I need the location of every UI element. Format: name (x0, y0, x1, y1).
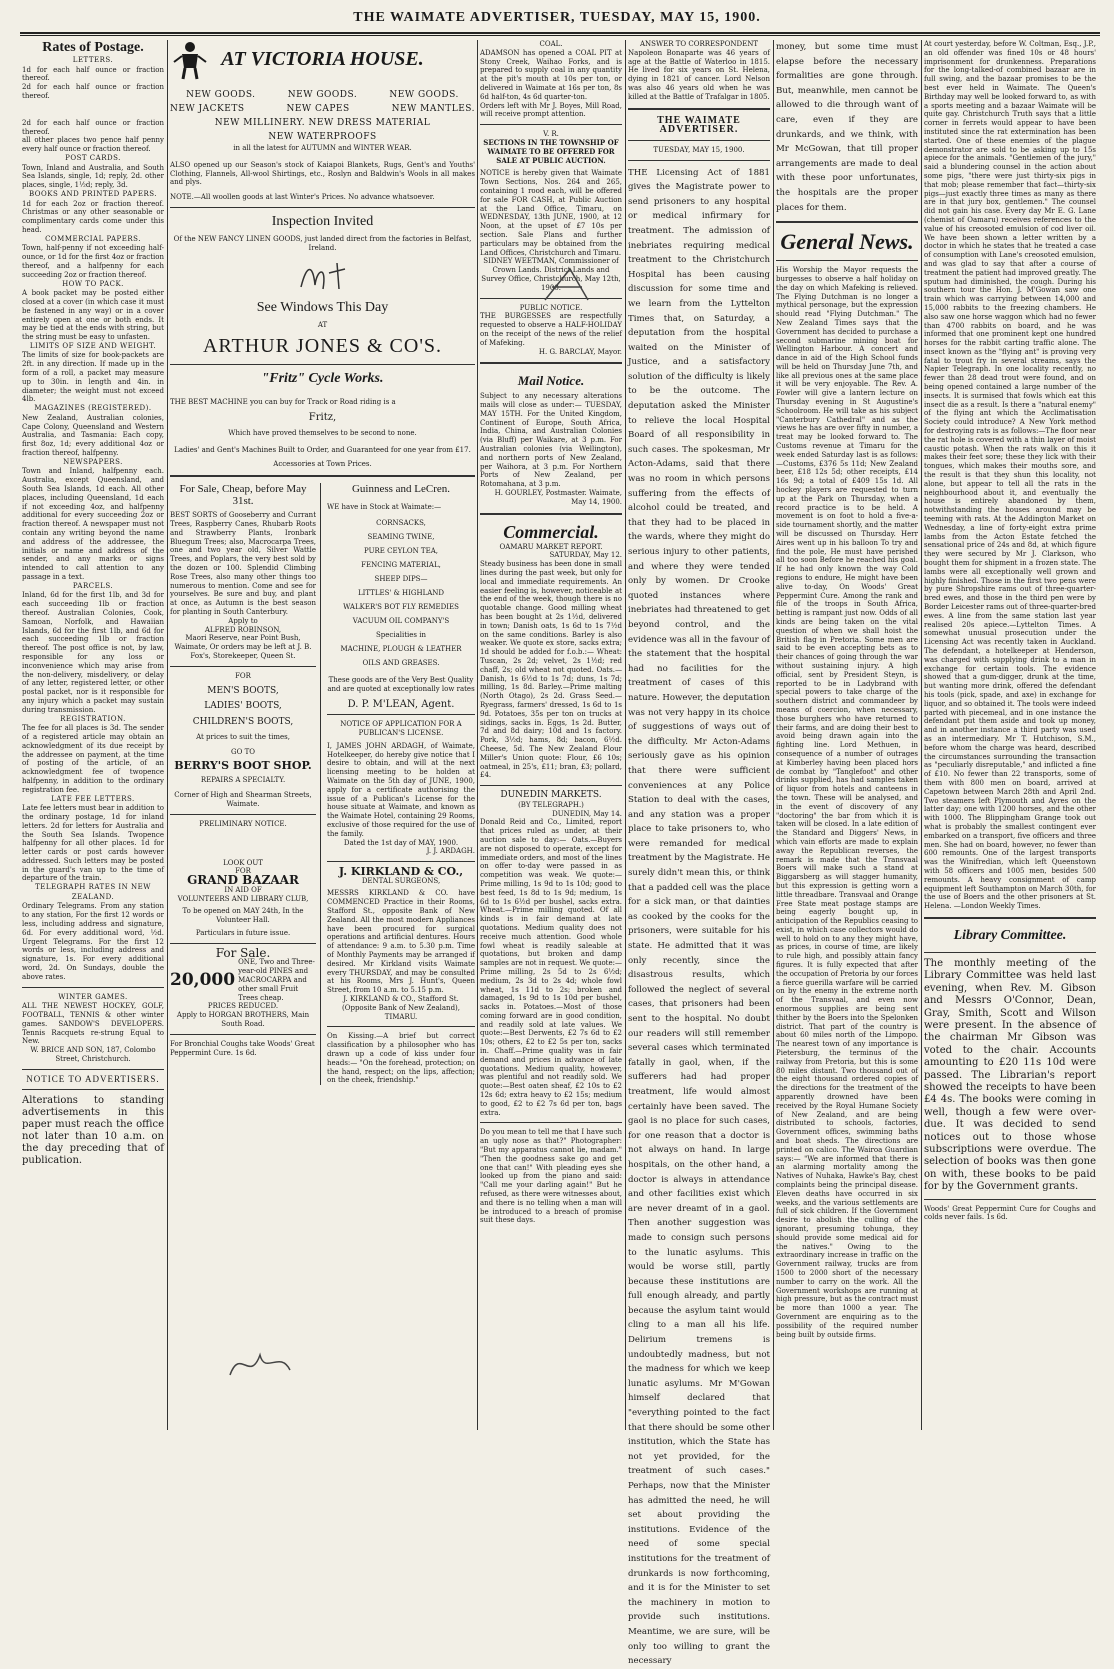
woollen-note: NOTE.—All woollen goods at last Winter's Prices. No advance whatsoever. (170, 193, 435, 202)
paper-title: THE WAIMATE ADVERTISER. (657, 114, 741, 136)
look-out: LOOK OUT (223, 858, 263, 867)
other-places: all other places two pence half penny every half ounce or fraction thereof. (22, 136, 164, 154)
ladies-boots: LADIES' BOOTS, (204, 701, 282, 712)
repairs-specialty: REPAIRS A SPECIALTY. (200, 776, 286, 785)
oamaru-head: OAMARU MARKET REPORT. (499, 542, 603, 551)
column-divider (625, 40, 626, 1430)
guinness-item: Specialities in (376, 630, 426, 639)
new-goods-2: NEW GOODS. (287, 90, 358, 100)
horgan-brothers: Apply to HORGAN BROTHERS, Main South Road. (176, 1011, 310, 1028)
twenty-thousand-ad (170, 958, 316, 1002)
in-aid-of: IN AID OF (224, 885, 262, 894)
guinness-item: LITTLES' & HIGHLAND (357, 588, 445, 597)
public-notice-head: PUBLIC NOTICE. (519, 303, 583, 312)
new-mantles: NEW MANTLES. (391, 104, 475, 114)
fritz-cycle-works: "Fritz" Cycle Works. (261, 371, 384, 387)
kirkland-body: MESSRS KIRKLAND & CO. have COMMENCED Practice in their Rooms, Stafford St., opposite Bank of New Zealand. All the most modern Appliances have been procured for surgical operations and artificial dentures. Hours of attendance: 9 a.m. to 5.30 p.m. Time of Monthly Payments may be arranged if desired. Mr Kirkland visits Waimate every THURSDAY, and may be consulted at his Rooms, Mrs J. Hunt's, Queen Street, from 10 a.m. to 5.15 p.m. (327, 889, 475, 995)
grand-bazaar: GRAND BAZAAR (187, 873, 299, 888)
apply-to: Apply to (228, 616, 258, 625)
commercial-papers-rate: Town, half-penny if not exceeding half-ounce, or 1d for the first 4oz or fraction thereof, and a halfpenny for each succeeding 2oz or fraction thereof. (22, 244, 164, 279)
left-ads (170, 483, 321, 1085)
column-notices (480, 40, 622, 1430)
oamaru-body: Steady business has been done in small lines during the past week, but only for local and immediate requirements. An easier feeling is, however, noticeable at the end of the week, though there is no quotable change. Good milling wheat has been bought at 2s 1½d, delivered in town; Danish oats, 1s 6d to 1s 7½d on the same conditions. Barley is also weaker. We quote ex store, sacks extra; 1d should be added for f.o.b.:— Wheat: Tuscan, 2s 2d; velvet, 2s 1½d; red chaff, 2s; old wheat not quoted. Oats.—Danish, 1s 6½d to 1s 7d; duns, 1s 7d; milling, 1s 8d. Barley.—Prime malting (North Otago), 2s 2d. Grass Seed.—Ryegrass, farmers' dressed, 1s 6d to 1s 9d. Potatoes, 35s per ton on trucks at sidings, sacks in. Eggs, 1s 2d. Butter, 7d and 8d dairy; 10d and 1s factory. Pork, 3½d; hams, 8d; bacon, 6½d. Cheese, 5d. The New Zealand Flour Miller's Union quote: Flour, £6 10s; oatmeal, in 25's, £11; bran, £3; pollard, £4. (480, 560, 622, 780)
column-editorial (628, 40, 770, 1667)
dunedin-head: DUNEDIN MARKETS. (500, 790, 602, 801)
general-news-head: General News. (780, 229, 914, 255)
registration: The fee for all places is 3d. The sender of a registered article may obtain an acknowledgment of its due receipt by the addressee on payment, at the time of posting of the article, of an acknowledgment fee of twopence halfpenny, in addition to the ordinary registration fee. (22, 724, 164, 794)
arthur-jones: ARTHUR JONES & CO'S. (202, 335, 443, 358)
coal-orders: Orders left with Mr J. Boyes, Mill Road, will receive prompt attention. (480, 101, 622, 119)
mail-notice-signature: H. GOURLEY, Postmaster. Waimate, May 14, 1900. (494, 489, 622, 506)
alfred-robinson: ALFRED ROBINSON, (204, 625, 282, 634)
mclean-agent: D. P. M'LEAN, Agent. (347, 698, 455, 710)
new-goods-list (170, 88, 475, 144)
for-label: FOR (235, 671, 251, 680)
new-goods-1: NEW GOODS. (186, 90, 256, 100)
guinness-item: MACHINE, PLOUGH & LEATHER (340, 644, 462, 653)
guinness-items (327, 516, 475, 670)
prices-suit: At prices to suit the times, (196, 733, 290, 742)
late-fee-head: LATE FEE LETTERS. (51, 794, 135, 803)
public-notice-body: THE BURGESSES are respectfully requested to observe a HALF-HOLIDAY on the receipt of the news of the relief of Mafeking. (480, 312, 622, 347)
figure-illustration-icon (170, 40, 210, 80)
letters-rate-3: 2d for each half ounce or fraction thereof. (22, 118, 164, 136)
berrys-boot-shop: BERRY'S BOOT SHOP. (174, 758, 312, 772)
news-continued-body: At court yesterday, before W. Coltman, Esq., J.P., an old offender was fined 10s or 48 hours' imprisonment for drunkenness. Preparations for the long-talked-of combined bazaar are in full swing, and the bazaar promises to be the best ever held in Waimate. The Queen's Birthday may well be looked forward to, as with a sports meeting and a bazaar Waimate will be quite gay. Christchurch Truth says that a little corner in ferrets would appear to have been instituted since the rat extermination has been started. One of these enemies of the plague demonstrator are sold to be asking up to 15s apiece for the animals. "Gentlemen of the jury," said a blundering counsel in the action about some pigs, "there were just thirty-six pigs in that mob; please remember that fact—thirty-six pigs—just exactly three times as many as there are in that jury box, gentlemen." The counsel did not gain his case. Every day Mr E. G. Lane (chemist of Oamaru) receives references to the value of his creosoted emulsion of cod liver oil. We have been shown a letter written by a doctor in which he states that he treated a case of consumption with Lane's creosoted emulsion, and was glad to say that after a course of treatment the patient had improved greatly. The sputum had diminished, the cough. During his southern tour the Hon. J. M'Gowan saw one train which was carrying between 14,000 and 15,000 rabbits to the freezing chambers. He also saw one horse waggon which had no fewer than 4700 rabbits on board, and he was informed that one prominent kept one hundred horses for the rabbit carting traffic alone. The insect known as the "flying ant" is proving very fatal to trout fry in several streams, says the Napier Telegraph. In one locality recently, no fewer than 28 dead trout were found, and on being opened contained a large number of the insects. It is surmised that fowls which eat this insect die as a result. Is there a "natural enemy" of the flying ant which the Acclimatisation Society could introduce? A New York method for destroying rats is as follows:—The floor near the rat hole is covered with a thin layer of moist caustic potash. When the rats walk on this it makes their feet sore; these they lick with their tongues, which makes their mouths sore, and the result is that they shun this locality, not alone, but appear to tell all the rats in the neighbourhood about it, and eventually the house is entirely abandoned by them, notwithstanding the houses around may be teeming with rats. At the Addington Market on Wednesday, a line of forty-eight extra prime lambs from the Acton Estate fetched the sensational price of 24s and 8d, at which figure they were secured by Mr J. Clarkson, who bought them for shipment in a frozen state. The lambs were all exceptionally well grown and highly finished. Those in the first two pens were by pure Shropshire rams out of three-quarter-bred ewes, and those in the third pen were by Border Leicester rams out of three-quarter-bred ewes. A line from the same station last year realised 20s apiece.—Lyttelton Times. A somewhat unusual prosecution under the Licensing Act was recently taken in Auckland. The defendant, a hotelkeeper at Henderson, was charged with supplying drink to a man in exchange for certain tools. The evidence showed that a gum-digger, drunk at the time, but wanting more drink, offered the defendant his tools (pick, spade, and axe) in exchange for liquor, and so obtained it. The tools were indeed parted with piecemeal, and in one instance the defendant put them aside and took up money, and in another instance a third party was used as an intermediary. Mr T. Hutchison, S.M., before whom the charge was heard, described the circumstances surrounding the transaction as "peculiarly disreputable," and inflicted a fine of £10. No fewer than 22 transports, some of them with 800 men on board, arrived at Capetown between March 28th and April 2nd. Two steamers left Plymouth and Ayres on the latter day; one with 1200 horses, and the other with 1000. The Blippingham Grange took out what is probably the smallest contingent ever embarked on a transport, five officers and three men. She had on board, however, no fewer than 600 remounts. One of the largest transports was the Winifredian, which left Queenstown with 58 officers and 1005 men, besides 500 remounts. A heavy consignment of camp equipment left Southampton on March 30th, for the use of Boers and the other prisoners at St. Helena. —London Weekly Times. (924, 40, 1096, 911)
parcels-head: PARCELS. (72, 581, 114, 590)
guinness-item: FENCING MATERIAL, (361, 560, 441, 569)
new-capes: NEW CAPES (286, 104, 350, 114)
lower-ads-row (170, 483, 475, 1085)
oamaru-date: SATURDAY, May 12. (549, 551, 622, 560)
column-divider (921, 40, 922, 1430)
parcels: Inland, 6d for the first 1lb, and 3d for each succeeding 1lb or fraction thereof. Australian Colonies, Cook, Samoan, Norfolk, and Hawaiian Islands, 6d for the first 1lb, and 6d for each succeeding 1lb or fraction thereof. The post office is not, by law, responsible for any loss or inconvenience which may arise from the non-delivery, misdelivery, or delay of any letter, registered letter, or other postal packet, nor is it responsible for any injury which a packet may sustain during transmission. (22, 591, 164, 714)
for-sale-body: BEST SORTS of Gooseberry and Currant Trees, Raspberry Canes, Rhubarb Roots and Strawberry Plants, Ironbark Bluegum Trees; also, Macrocarpa Trees, one and two year old, Silver Wattle Trees, and Poplars, the very best sold by the dozen or 100. Splendid Climbing Rose Trees, also many other things too numerous to mention. Come and see for yourselves. Be sure and buy, and plant at once, as Autumn is the best season for planting in South Canterbury. (170, 511, 317, 616)
new-millinery: NEW MILLINERY. NEW DRESS MATERIAL (214, 118, 431, 128)
letters-head: LETTERS. (72, 56, 114, 64)
twenty-thousand-text: ONE, Two and Three-year-old PINES and MACROCARPA and other small Fruit Trees cheap. (238, 958, 315, 1002)
limits-head: LIMITS OF SIZE AND WEIGHT. (29, 341, 157, 350)
magazines: New Zealand, Australian colonies, Cape Colony, Queensland and Western Australia, and Tasmania: Each copy, first 8oz, 1d; every additional 4oz or fraction thereof, halfpenny. (22, 413, 164, 458)
best-machine: THE BEST MACHINE you can buy for Track or Road riding is a (170, 398, 396, 407)
kirkland-sub: DENTAL SURGEONS, (361, 876, 441, 885)
rates-title: Rates of Postage. (42, 40, 144, 55)
fritz-word: Fritz, (308, 412, 337, 424)
commercial-papers-head: COMMERCIAL PAPERS. (45, 234, 141, 243)
dunedin-date: DUNEDIN, May 14. (552, 809, 622, 818)
post-cards-rate: Town, Inland and Australia, and South Sea Islands, single, 1d; reply, 2d. other places, single, 1½d; reply, 3d. (22, 163, 164, 190)
publican-date: Dated the 1st day of MAY, 1900. (343, 838, 459, 847)
editorial-body: THE Licensing Act of 1881 gives the Magistrate power to send prisoners to any hospital or medical infirmary for treatment. The admission of inebriates requiring medical treatment to the Christchurch Hospital has been causing discussion for some time and we learn from the Lyttelton Times that, on Saturday, a deputation from the hospital waited on the Minister of Justice, and a satisfactory solution of the difficulty is likely to be the outcome. The deputation asked the Minister to relieve the local Hospital Board of all responsibility in such cases. The spokesman, Mr Acton-Adams, said that there was no room in which persons suffering from the effects of alcohol could be treated, and that they had to be placed in the wards, where they might do serious injury to other patients, and where they were tended only by women. Dr Crooke quoted instances where inebriates had threatened to get beyond control, and the evidence was all in the favour of the statement that the hospital had no facilities for the treatment of cases of this nature. However, the deputation was not very happy in its choice of suggestions of ways out of the difficulty. Mr Acton-Adams seriously gave as his opinion that there were sufficient conveniences at any Police Station to deal with the cases, and any station was a proper place to take prisoners to, who were remanded for medical treatment by the Magistrate. He surely didn't mean this, or think that a padded cell was the place for a sick man, or that dainties as cooked by the cooks for the prisoners, were suitable for his state. He admitted that it was only recently, since the disastrous results, which followed the neglect of several cases, that prisoners had been sent to the hospital. No doubt our readers will still remember several cases which terminated fatally in gaol, when, if the sufferers had had proper treatment, life would almost certainly have been saved. The gaol is no place for such cases, for one reason that a doctor is not always on hand. In large hospitals, on the other hand, a doctor is always in attendance and other facilities exist which are never dreamt of in a gaol. Then another suggestion was made to consign such persons to the lunatic asylums. This would be worse still, partly because these institutions are full enough already, and partly because the asylum taint would cling to a man all his life. Delirium tremens is undoubtedly madness, but not the madness for which we keep lunatic asylums. Mr M'Gowan himself declared that "everything pointed to the fact that there should be some other institution, which the State has not yet provided, for the treatment of such cases." Perhaps, now that the Minister has admitted the need, he will set about providing the institutions. Evidence of the need of some special institutions for the treatment of drunkards is now forthcoming, and it is for the Minister to set the machinery in motion to provide such institutions. Meantime, we are sure, will be only too willing to grant the necessary (628, 167, 770, 1667)
column-advertisements (170, 40, 475, 1430)
handwritten-scrawl-icon (225, 1345, 295, 1385)
limits: The limits of size for book-packets are 2ft. in any direction. If made up in the form of a roll, a packet may measure up to 30in. in length and 4in. in diameter; the weight must not exceed 4lb. (22, 351, 164, 404)
guinness-item: CORNSACKS, (376, 518, 426, 527)
guinness-lecren: Guinness and LeCren. (351, 483, 451, 496)
books-rate: 1d for each 2oz or fraction thereof. Christmas or any other seasonable or complimentary cards come under this head. (22, 199, 164, 234)
also-opened: ALSO opened up our Season's stock of Kaiapoi Blankets, Rugs, Gent's and Youths' Clothing, Flannels, All-wool Shirtings, etc., Roslyn and Baldwin's Wools in all makes and plys. (170, 160, 475, 187)
prices-reduced: PRICES REDUCED. (207, 1002, 279, 1011)
commercial-head: Commercial. (503, 521, 599, 542)
publican-head: NOTICE OF APPLICATION FOR A PUBLICAN'S LICENSE. (340, 720, 462, 737)
how-to-pack-head: HOW TO PACK. (62, 279, 124, 288)
column-rates-of-postage (22, 40, 164, 1430)
mail-notice-head: Mail Notice. (517, 373, 585, 389)
see-windows: See Windows This Day (256, 299, 389, 315)
winter-games-head: WINTER GAMES. (58, 992, 128, 1001)
accessories: Accessories at Town Prices. (273, 460, 372, 469)
post-cards-head: POST CARDS. (65, 153, 121, 162)
winter-games-body: ALL THE NEWEST HOCKEY, GOLF, FOOTBALL, TENNIS & other winter games. SANDOW'S DEVELOPERS. Tennis Racquets re-strung Equal to New. (22, 1002, 164, 1046)
sections-signature: SIDNEY WEETMAN, Commissioner of Crown Lands. District Lands and Survey Office, Christchurch, May 12th, 1900. (481, 257, 621, 292)
for-label-2: FOR (235, 867, 251, 876)
go-to: GO TO (231, 748, 255, 757)
guinness-note: These goods are of the Very Best Quality and are quoted at exceptionally low rates (327, 675, 475, 693)
handwritten-mark-icon (293, 259, 353, 293)
proved: Which have proved themselves to be second to none. (228, 428, 417, 437)
corner-address: Corner of High and Shearman Streets, Waimate. (174, 791, 312, 809)
masthead-rule (20, 32, 1100, 34)
coal-body: ADAMSON has opened a COAL PIT at Stony Creek, Waihao Forks, and is prepared to supply coal in any quantity at the pit's mouth at 10s per ton, or delivered in Waimate at 16s per ton, 8s 6d half-ton, 4s 6d quarter-ton. (480, 48, 622, 101)
preliminary-notice: PRELIMINARY NOTICE. (199, 819, 287, 828)
coal-head: COAL. (539, 40, 563, 48)
volunteers-library: VOLUNTEERS AND LIBRARY CLUB, (177, 894, 309, 903)
paper-date: TUESDAY, MAY 15, 1900. (653, 145, 745, 154)
public-notice-signature: H. G. BARCLAY, Mayor. (538, 347, 622, 356)
publican-signature: J. J. ARDAGH. (426, 847, 475, 856)
twenty-thousand: 20,000 (170, 969, 236, 990)
mail-notice-body: Subject to any necessary alterations mails will close as under:— TUESDAY, MAY 15TH. For the United Kingdom, Continent of Europe, South Africa, India, China, and Australian Colonies (via Bluff) per Waikare, at 3 p.m. For Australian colonies (via Wellington), and northern ports of New Zealand, per Waihora, at 3 p.m. For Northern Ports of New Zealand, per Rotomahana, at 3 p.m. (480, 392, 622, 489)
notice-advertisers-head: NOTICE TO ADVERTISERS. (26, 1073, 160, 1084)
column-divider (773, 40, 774, 1430)
bronchial-coughs: For Bronchial Coughs take Woods' Great Peppermint Cure. 1s 6d. (170, 1039, 315, 1057)
linen-goods: Of the NEW FANCY LINEN GOODS, just landed direct from the factories in Belfast, Ireland. (173, 234, 472, 252)
new-waterproofs: NEW WATERPROOFS (268, 132, 377, 142)
column-divider (477, 40, 478, 1430)
victoria-house-title: AT VICTORIA HOUSE. (221, 48, 424, 70)
column-news-continued (924, 40, 1096, 1430)
sections-head: SECTIONS IN THE TOWNSHIP OF WAIMATE TO BE OFFERED FOR SALE AT PUBLIC AUCTION. (483, 137, 619, 165)
new-goods-3: NEW GOODS. (389, 90, 459, 100)
library-committee-head: Library Committee. (953, 927, 1067, 943)
masthead: THE WAIMATE ADVERTISER, TUESDAY, MAY 15, 1900. (353, 10, 761, 25)
childrens-boots: CHILDREN'S BOOTS, (192, 716, 294, 727)
library-committee-body: The monthly meeting of the Library Committee was held last evening, when Rev. M. Gibson and Messrs O'Connor, Dean, Gray, Smith, Scott and Wilson were present. In the absence of the chairman Mr Gibson was voted to the chair. Accounts amounting to £20 11s 10d were passed. The Librarian's report showed the receipts to have been £4 4s. The books were coming in well, though a few were over-due. It was decided to send notices out to those whose subscriptions were overdue. The selection of books was then gone on with, these books to be paid for by the Government grants. (924, 957, 1096, 1193)
guinness-item: VACUUM OIL COMPANY'S (352, 616, 450, 625)
editorial-continued: money, but some time must elapse before the necessary formalities are gone through. But, meanwhile, men cannot be allowed to die through want of care, even if they are drunkards, and we think, with Mr McGowan, that till proper arrangements are made to deal with these poor unfortunates, the hospitals are the proper places for them. (776, 42, 918, 213)
column-general-news (776, 40, 918, 1430)
new-jackets: NEW JACKETS (170, 104, 245, 114)
on-kissing: On Kissing.—A brief but correct classification by a philosopher who has drawn up a code of kiss under four heads:— "On the forehead, protection; on the hand, respect; on the lips, affection; on the cheek, friendship." (327, 1032, 475, 1085)
guinness-item: SEAMING TWINE, (367, 532, 435, 541)
for-sale-cheap: For Sale, Cheap, before May 31st. (179, 483, 307, 508)
masthead-rule-thin (20, 35, 1100, 36)
guinness-item: WALKER'S BOT FLY REMEDIES (343, 602, 459, 611)
registration-head: REGISTRATION. (60, 714, 126, 723)
woods-peppermint: Woods' Great Peppermint Cure for Coughs and colds never fails. 1s 6d. (924, 1204, 1096, 1222)
alfred-address: Maori Reserve, near Point Bush, Waimate, Or orders may be left at J. B. Fox's, Storekeeper, Queen St. (174, 634, 312, 660)
correspondent-head: ANSWER TO CORRESPONDENT (639, 40, 759, 48)
guinness-item: SHEEP DIPS— (374, 574, 428, 583)
new-goods-latest: in all the latest for AUTUMN and WINTER WEAR. (233, 144, 412, 152)
column-divider (167, 40, 168, 1430)
newspapers-head: NEWSPAPERS. (63, 457, 123, 466)
books-head: BOOKS AND PRINTED PAPERS. (29, 189, 157, 198)
general-news-body: His Worship the Mayor requests the burgesses to observe a half holiday on the day on which Mafeking is relieved. The Flying Dutchman is no longer a mythical personage, but the expression should read "Flying Dutchman." The New Zealand Times says that the Government has decided to purchase a second submarine mining boat for Wellington Harbour. A concert and dance in aid of the High School funds will be held on Thursday June 7th, and like all previous ones at the same place it will be very enjoyable. The Rev. A. Fowler will give a lantern lecture on Thursday evening in St Augustine's Schoolroom. He will take as his subject "Canterbury Cathedral" and as the views he has are over fifty in number, a treat may be looked forward to. The Customs revenue at Timaru for the week ended Saturday last is as follows:—Customs, £376 5s 11d; New Zealand beer, £18 12s 5d; other receipts, £14 16s 9d; a total of £409 15s 1d. All hockey players are requested to turn up at the Park on Thursday, when a record practice is to be held. A movement is on foot to hold a five-a-side tournament shortly, and the matter will be discussed on Thursday. Herr Aires went up in his balloon To try and find the pole, He must have perished all too soon Before he reached his goal. If he had only known the way Cold regions to endure, He might have been alive to-day, On Woods' Great Peppermint Cure. Among the rank and file of the troops in South Africa, betting is rampant just now. Odds of all kinds are being taken on the vital question of when we shall hoist the British flag in Pretoria. Some men are said to be even accepting bets as to their chances of going through the war without sustaining injury. A high official, sent by President Steyn, is reported to be in Ladybrand with special powers to take charge of the southern district and commandeer by means of coercion, when necessary, those burghers who have returned to their farms, and are doing their best to avoid being drawn again into the fighting line. Lord Methuen, in consequence of a number of outrages at Kimberley having been placed hors de combat by "Tanglefoot" and other drinks supplied, has had samples taken of liquor from hotels and canteens in the town. These will be analysed, and in the event of discovery of any "doctoring" the bar from which it is taken will be closed. In a late edition of the Standard and Diggers' News, in which vain efforts are made to explain away the Republican reverses, the remark is made that the Transvaal Boers will make such a stand at Biggarsberg as will stagger humanity, but this expression is getting worn a little threadbare. Transvaal and Orange Free State meat postage stamps are being eagerly bought up, in anticipation of the Republics ceasing to exist, in which case collectors would do well to hold on to any they might have, as prices, in course of time, are likely to rule high, and possibly attain fancy figures. It is fully expected that after the occupation of Pretoria by our forces a fierce guerilla warfare will be carried on by the enemy in the extreme north of the Transvaal, and even now enormous supplies are being sent thither by the Boers into the Spelonken district. That part of the country is about 60 miles north of the Limpopo. The nearest town of any importance is Pietersburg, the terminus of the railway from Pretoria, but this is some 80 miles distant. Two thousand out of the eight thousand ordered copies of the directions for the treatment of the apparently drowned have been received by the Royal Humane Society of New Zealand, and are being distributed to schools, factories, Government offices, swimming baths and boat sheds. The directions are printed on calico. The Wairoa Guardian says:— "We are informed that there is an alarming mortality among the Natives of Nuhaka, Hawke's Bay, chest complaints being the principal disease. Eleven deaths have occurred in six weeks, and the various settlements are full of sick children. If the Government desire to abolish the culling of the ignorant, presuming tohunga, they should provide some medical aid for the natives." Owing to the extraordinary increase in traffic on the Government railway, trucks are from 1500 to 2000 short of the necessary number to carry on the work. All the Government workshops are running at high pressure, but as the contract must be more than 1000 a year. The Government are enquiring as to the possibility of the required number being built by outside firms. (776, 266, 918, 1339)
notice-advertisers-body: Alterations to standing advertisements in this paper must reach the office not later than 10 a.m. on the day preceding that of publication. (22, 1095, 164, 1167)
opened-may-24: To be opened on MAY 24th, In the Volunteer Hall. (182, 907, 304, 925)
how-to-pack: A book packet may be posted either closed at a cover (in which case it must be fastened in any way) or in a cover entirely open at one or both ends. It may be tied at the ends with string, but the string must be easy to unfasten. (22, 289, 164, 342)
at-label: AT (317, 320, 328, 329)
vr-label: V. R. (543, 130, 559, 139)
mens-boots: MEN'S BOOTS, (207, 685, 279, 696)
guinness-item: PURE CEYLON TEA, (364, 546, 438, 555)
kirkland-head: J. KIRKLAND & CO., (338, 865, 464, 879)
letters-rate-1: 1d for each half ounce or fraction thereof. (22, 65, 164, 83)
letters-rate-2: 2d for each half ounce or fraction thereof. (22, 83, 164, 100)
winter-games-signature: W. BRICE AND SON, 187, Colombo Street, Christchurch. (30, 1046, 156, 1064)
kirkland-signature: J. KIRKLAND & CO., Stafford St. (Opposite Bank of New Zealand), TIMARU. (342, 995, 461, 1021)
guinness-item: OILS AND GREASES. (362, 658, 440, 667)
sections-body: NOTICE is hereby given that Waimate Town Sections, Nos. 264 and 265, containing 1 rood each, will be offered for sale FOR CASH, at Public Auction at the Land Office, Timaru, on WEDNESDAY, 13th JUNE, 1900, at 12 Noon, at the upset of £7 10s per section. Sale Plans and further particulars may be obtained from the Land Offices, Christchurch and Timaru. (480, 169, 622, 257)
victoria-house-banner (170, 40, 475, 80)
publican-body: I, JAMES JOHN ARDAGH, of Waimate, Hotelkeeper, do hereby give notice that I desire to obtain, and will at the next licensing meeting to be holden at Waimate on the 5th day of JUNE, 1900, apply for a certificate authorising the issue of a Publican's License for the house situate at Waimate, and known as the Waimate Hotel, containing 29 Rooms, exclusive of those required for the use of the family. (327, 741, 475, 838)
inspection-invited: Inspection Invited (271, 213, 374, 229)
ladies-gents-machines: Ladies' and Gent's Machines Built to Order, and Guaranteed for one year from £17. (174, 445, 471, 454)
right-ads (327, 483, 475, 1085)
particulars: Particulars in future issue. (195, 929, 291, 938)
magazines-head: MAGAZINES (REGISTERED). (34, 404, 152, 413)
for-sale-2: For Sale. (215, 945, 271, 960)
dunedin-sub: (BY TELEGRAPH.) (518, 800, 584, 809)
telegraph: Ordinary Telegrams. From any station to any station, For the first 12 words or less, including address and signature, 6d. For every additional word, ½d. Urgent Telegrams. For the first 12 words or less, including address and signature, 1s. For every additional word, 2d. On Sundays, double the above rates. (22, 902, 164, 981)
anecdote: Do you mean to tell me that I have such an ugly nose as that?" Photographer: "But my apparatus cannot lie, madam." "Then the goodness sake go and get one that can!" With pleading eyes she looked up from the piano and said: "Call me your darling again!" But he refused, as there were witnesses about, and there is no telling when a man will be introduced to a breach of promise suit these days. (480, 1128, 622, 1225)
telegraph-head: TELEGRAPH RATES IN NEW ZEALAND. (35, 883, 151, 901)
guinness-intro: WE have in Stock at Waimate:— (327, 503, 442, 512)
dunedin-body: Donald Reid and Co., Limited, report that prices ruled as under, at their auction sale to day:— Oats.—Buyers are not disposed to operate, except for immediate orders, and most of the lines on offer to-day were passed in as competition was weak. We quote:—Prime milling, 1s 9d to 1s 10d; good to best feed, 1s 8d to 1s 9d; medium, 1s 6d to 1s 6½d per bushel, sacks extra. Wheat.—Prime milling quoted. Of all kinds is in fair demand at late quotations. Medium quality does not receive much attention. Good whole fowl wheat is readily saleable at quotations, but broken and damp samples are not in request. We quote:—Prime milling, 2s 5d to 2s 6½d; medium, 2s 3d to 2s 4d; whole fowl wheat, 1s 11d to 2s; broken and damaged, 1s 9d to 1s 10d per bushel, sacks in. Potatoes.—Most of those coming forward are in good condition, and readily sold at late values. We quote:—Best Derwents, £2 7s 6d to £2 10s; others, £2 to £2 5s per ton, sacks in. Chaff.—Prime quality was in fair demand and prices in advance of late quotations. Medium quality, however, was plentiful and not readily sold. We quote:—Best oaten sheaf, £2 10s to £2 12s 6d; extra heavy to £2 15s; medium to good, £2 to £2 7s 6d per ton, bags extra. (480, 818, 622, 1117)
late-fee: Late fee letters must bear in addition to the ordinary postage, 1d for inland letters. 2d for letters for Australia and the South Sea Islands. Twopence halfpenny for all other places. 1d for letter cards or post cards however addressed. Such letters may be posted in the guard's van up to the time of departure of the train. (22, 804, 164, 883)
newspapers: Town and Inland, halfpenny each. Australia, except Queensland, and South Sea Islands, 1d each. All other places, including Queensland, 1d each if not exceeding 4oz, and halfpenny additional for every succeeding 2oz or fraction thereof. A newspaper must not contain any writing beyond the name and address of the addressee, the initials or name and address of the sender, and any marks or signs intended to call attention to any passage in a text. (22, 467, 164, 581)
correspondent-body: Napoleon Bonaparte was 46 years of age at the Battle of Waterloo in 1815. He lived for six years on St. Helena, dying in 1821 of cancer. Lord Nelson was also 46 years old when he was killed at the Battle of Trafalgar in 1805. (628, 48, 770, 101)
handwritten-scrawl-icon (540, 265, 600, 305)
